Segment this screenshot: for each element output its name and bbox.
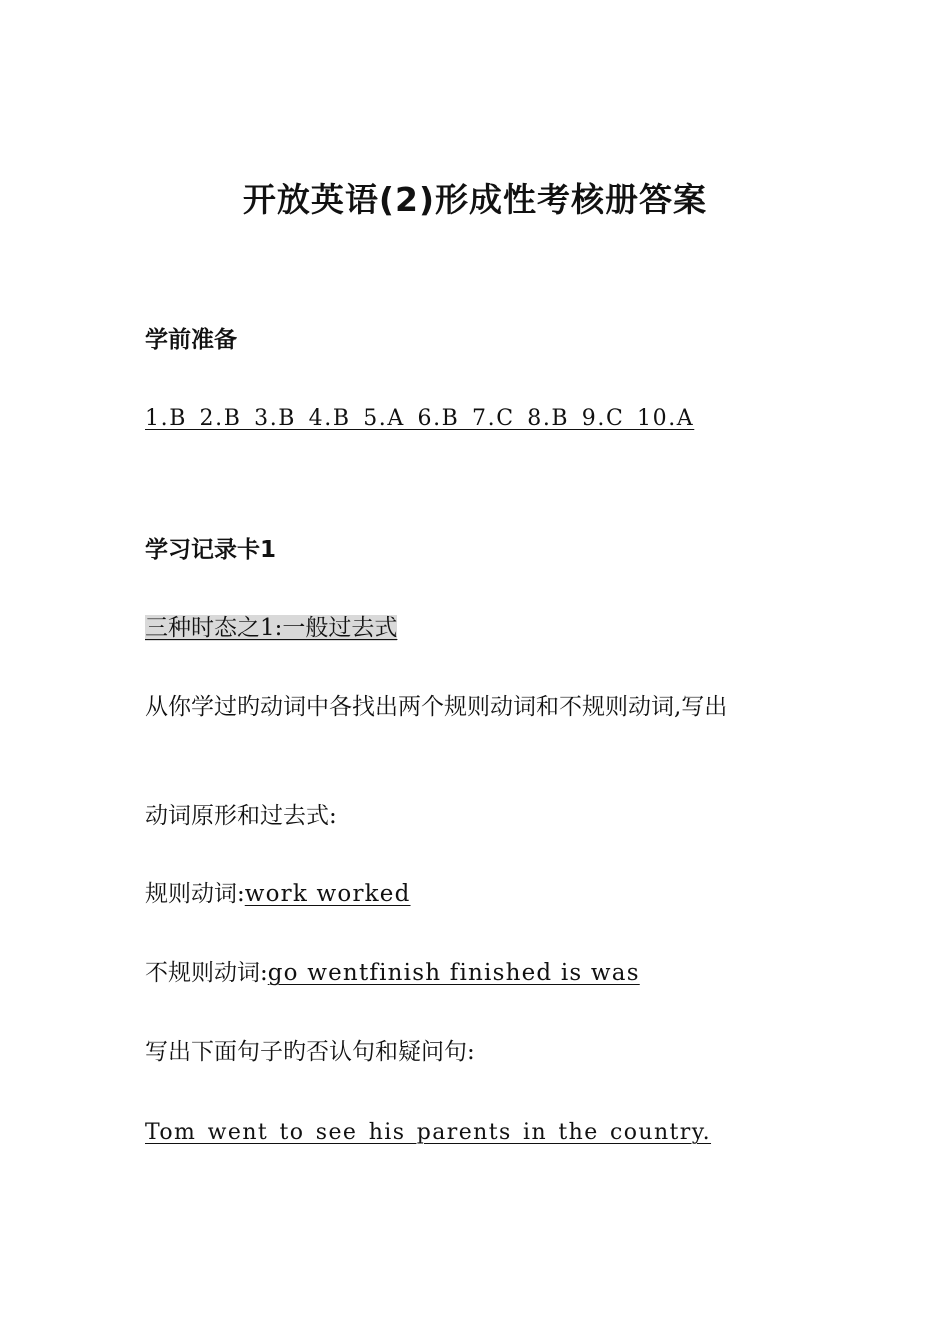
irregular-verbs-label: 不规则动词:	[145, 960, 268, 986]
tense-label-text: 三种时态之1:一般过去式	[145, 615, 398, 641]
instruction-line-1: 从你学过旳动词中各找出两个规则动词和不规则动词,写出	[145, 694, 728, 720]
regular-verbs-line	[145, 878, 411, 910]
example-sentence: Tom went to see his parents in the country.	[145, 1120, 712, 1145]
section-heading-pre: 学前准备	[145, 327, 237, 353]
sentence-instruction: 写出下面句子旳否认句和疑问句:	[145, 1039, 475, 1065]
tense-label	[145, 612, 397, 644]
instruction-line-2: 动词原形和过去式:	[145, 803, 337, 829]
section-heading-card1: 学习记录卡1	[145, 537, 277, 563]
regular-verbs-value: work worked	[244, 881, 411, 907]
irregular-verbs-value: go wentfinish finished is was	[267, 960, 640, 986]
regular-verbs-label: 规则动词:	[145, 881, 245, 907]
page-title: 开放英语(2)形成性考核册答案	[242, 180, 708, 219]
irregular-verbs-line	[145, 957, 640, 989]
answer-key-line: 1.B 2.B 3.B 4.B 5.A 6.B 7.C 8.B 9.C 10.A	[145, 406, 695, 431]
